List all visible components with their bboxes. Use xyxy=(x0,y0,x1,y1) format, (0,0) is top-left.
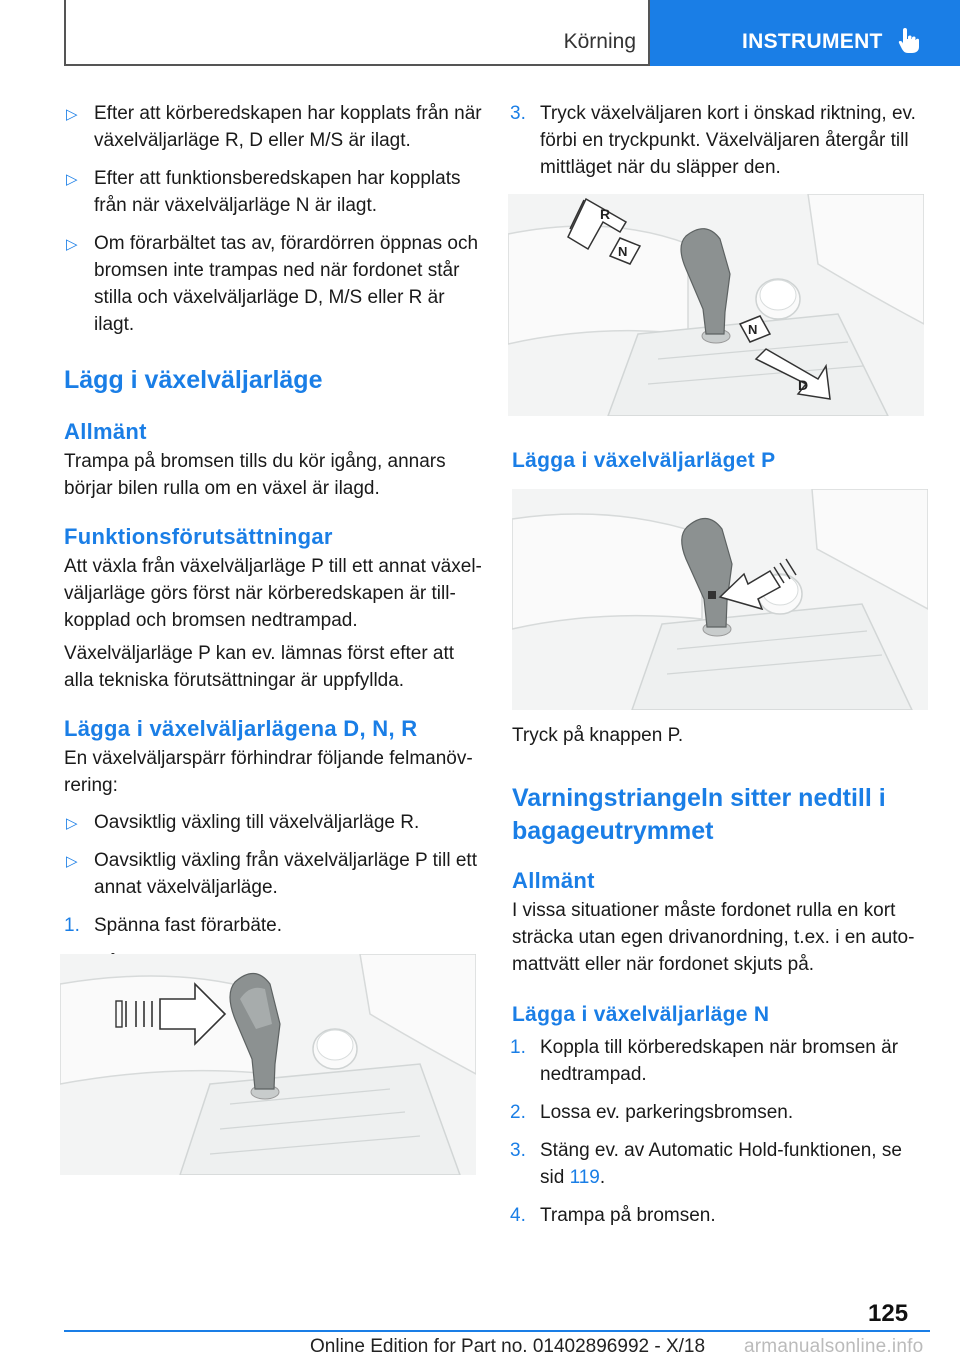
page-link[interactable]: 119 xyxy=(569,1167,600,1188)
list-item: ▷ Oavsiktlig växling från växelväljarläge P till ett annat växelväljarläge. xyxy=(66,850,477,898)
paragraph: I vissa situationer måste fordonet rulla en kort sträcka utan egen drivanordning, t.ex. i en automattvätt eller när fordonet skjuts på. xyxy=(512,900,915,975)
gear-label-n-lower: N xyxy=(748,322,758,337)
step-item: 3. Tryck växelväljaren kort i önskad riktning, ev. förbi en tryckpunkt. Växelväljaren återgår till mittläget när du släpper den. xyxy=(510,103,916,178)
header-section-title: Körning xyxy=(563,30,636,53)
bullet-triangle-icon: ▷ xyxy=(66,171,78,188)
paragraph: En växelväljarspärr förhindrar följande felmanövrering: xyxy=(64,748,473,796)
paragraph: Växelväljarläge P kan ev. lämnas först efter att alla tekniska förutsättningar är uppfyllda. xyxy=(64,643,455,691)
tab-instrument[interactable] xyxy=(650,0,960,66)
right-column xyxy=(510,100,930,192)
page-number: 125 xyxy=(868,1300,909,1327)
bullet-triangle-icon: ▷ xyxy=(66,236,78,253)
step-item: 1. Koppla till körberedskapen när bromsen är nedtrampad. xyxy=(510,1037,899,1085)
gear-label-d: D xyxy=(798,377,809,393)
subheading-allmant: Allmänt xyxy=(512,868,595,893)
bullet-triangle-icon: ▷ xyxy=(66,815,78,832)
list-item: ▷ Oavsiktlig växling till växelväljarläge R. xyxy=(64,809,484,836)
subheading-funktionsforutsattningar: Funktionsförutsättningar xyxy=(64,524,333,549)
footer-rule xyxy=(64,1330,930,1332)
steps-list xyxy=(510,1034,930,1240)
subheading-n: Lägga i växelväljarläge N xyxy=(512,1003,770,1026)
gear-shift-directions-image xyxy=(508,194,924,416)
section-heading: Varningstriangeln sitter nedtill i bagageutrymmet xyxy=(512,784,886,845)
tab-instrument-label: INSTRUMENT xyxy=(742,30,883,53)
section-heading: Lägg i växelväljarläge xyxy=(64,366,323,394)
bullet-triangle-icon: ▷ xyxy=(66,853,78,870)
image-caption: Tryck på knappen P. xyxy=(512,725,684,746)
footer-brand: armanualsonline.info xyxy=(744,1336,924,1357)
step-item: 3. Stäng ev. av Automatic Hold-funktionen, se sid 119. xyxy=(510,1140,902,1188)
gear-label-n-upper: N xyxy=(618,244,628,259)
list-item: ▷ Om förarbältet tas av, förardörren öppnas och bromsen inte trampas ned när fordonet står stilla och växelväljarläge D, M/S eller R är ilagt. xyxy=(66,233,479,335)
header-box xyxy=(64,0,650,66)
subheading-p: Lägga i växelväljarläget P xyxy=(512,449,776,472)
step-item: 1. Spänna fast förarbäte. xyxy=(64,915,283,936)
step-item: 2. Lossa ev. parkeringsbromsen. xyxy=(510,1102,794,1123)
left-column xyxy=(64,100,484,1015)
gear-selector-unlock-image xyxy=(60,954,476,1175)
park-button-image xyxy=(512,489,928,710)
list-item: ▷ Efter att körberedskapen har kopplats från när växelväljarläge R, D eller M/S är ilagt. xyxy=(66,103,482,151)
gear-label-r: R xyxy=(600,206,611,222)
paragraph: Att växla från växelväljarläge P till ett annat växelväljarläge görs först när körberedskapen är tillkopplad och bromsen nedtrampad. xyxy=(64,556,482,631)
pointing-hand-icon xyxy=(897,26,921,59)
step-item: 4. Trampa på bromsen. xyxy=(510,1205,716,1226)
footer-edition: Online Edition for Part no. 01402896992 - X/18 xyxy=(310,1336,706,1357)
subheading-allmant: Allmänt xyxy=(64,419,147,444)
subheading-dnr: Lägga i växelväljarlägena D, N, R xyxy=(64,716,418,741)
paragraph: Trampa på bromsen tills du kör igång, annars börjar bilen rulla om en växel är ilagd. xyxy=(64,451,446,499)
list-item: ▷ Efter att funktionsberedskapen har kopplats från när växelväljarläge N är ilagt. xyxy=(66,168,461,216)
bullet-triangle-icon: ▷ xyxy=(66,106,78,123)
